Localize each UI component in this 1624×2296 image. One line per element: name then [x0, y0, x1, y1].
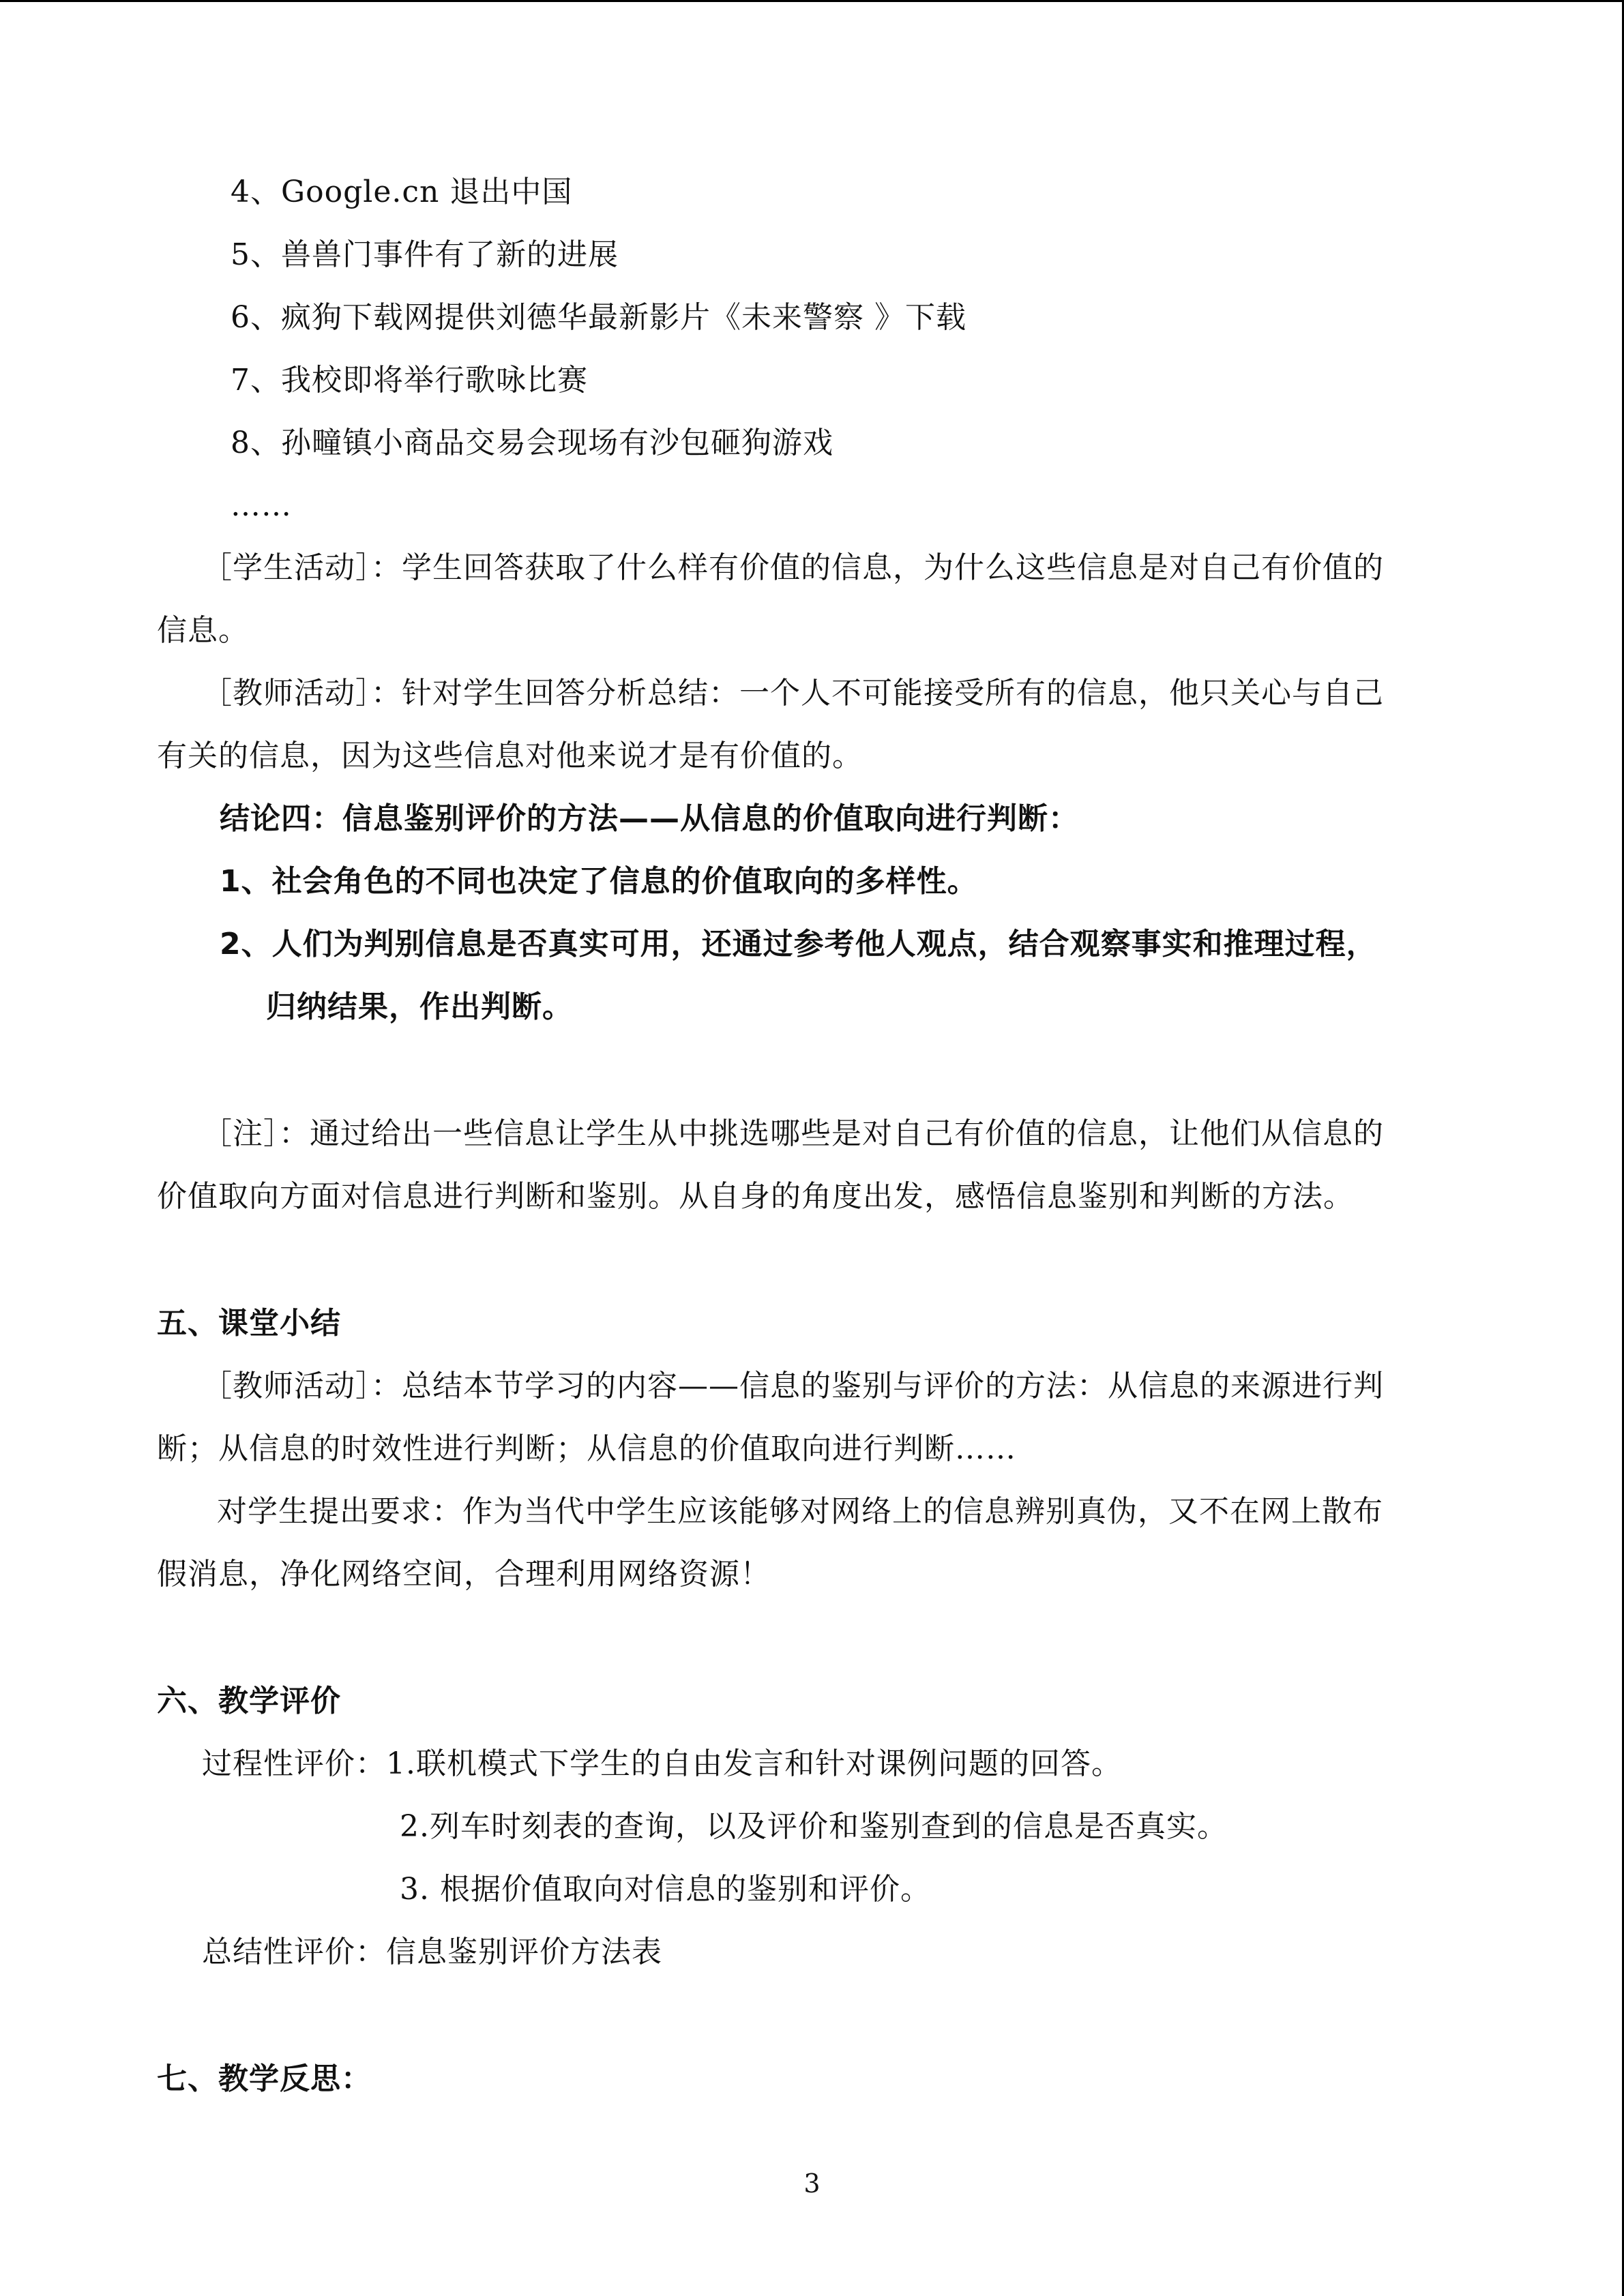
summary-evaluation: 总结性评价：信息鉴别评价方法表 [202, 1935, 662, 1969]
list-ellipsis: …… [231, 488, 292, 523]
section6-heading: 六、教学评价 [157, 1684, 341, 1718]
section5-teacher-line1: ［教师活动］：总结本节学习的内容——信息的鉴别与评价的方法：从信息的来源进行判 [202, 1369, 1384, 1403]
section7-heading: 七、教学反思： [157, 2061, 372, 2096]
conclusion-title: 结论四：信息鉴别评价的方法——从信息的价值取向进行判断： [220, 801, 1079, 836]
process-evaluation-item-2: 2.列车时刻表的查询，以及评价和鉴别查到的信息是否真实。 [400, 1809, 1228, 1844]
process-evaluation-item-3: 3. 根据价值取向对信息的鉴别和评价。 [400, 1872, 931, 1907]
teacher-activity-line1: ［教师活动］：针对学生回答分析总结：一个人不可能接受所有的信息，他只关心与自己 [202, 676, 1384, 711]
section5-requirement-line1: 对学生提出要求：作为当代中学生应该能够对网络上的信息辨别真伪，又不在网上散布 [217, 1494, 1383, 1529]
process-evaluation: 过程性评价：1.联机模式下学生的自由发言和针对课例问题的回答。 [202, 1746, 1122, 1781]
section5-requirement-line2: 假消息，净化网络空间，合理利用网络资源！ [157, 1557, 771, 1592]
section5-heading: 五、课堂小结 [157, 1306, 341, 1341]
list-item-5: 5、兽兽门事件有了新的进展 [231, 237, 619, 272]
conclusion-point-1: 1、社会角色的不同也决定了信息的价值取向的多样性。 [220, 864, 978, 899]
note-line1: ［注］：通过给出一些信息让学生从中挑选哪些是对自己有价值的信息，让他们从信息的 [202, 1116, 1384, 1151]
page-number: 3 [803, 2168, 821, 2198]
teacher-activity-line2: 有关的信息，因为这些信息对他来说才是有价值的。 [157, 739, 863, 773]
list-item-6: 6、疯狗下载网提供刘德华最新影片《未来警察 》下载 [231, 300, 966, 335]
conclusion-point-2-cont: 归纳结果，作出判断。 [266, 989, 573, 1024]
conclusion-point-2: 2、人们为判别信息是否真实可用，还通过参考他人观点，结合观察事实和推理过程， [220, 927, 1377, 961]
list-item-7: 7、我校即将举行歌咏比赛 [231, 363, 588, 398]
section5-teacher-line2: 断；从信息的时效性进行判断；从信息的价值取向进行判断…… [157, 1431, 1016, 1466]
student-activity-line1: ［学生活动］：学生回答获取了什么样有价值的信息，为什么这些信息是对自己有价值的 [202, 550, 1384, 585]
note-line2: 价值取向方面对信息进行判断和鉴别。从自身的角度出发，感悟信息鉴别和判断的方法。 [157, 1179, 1354, 1214]
list-item-4: 4、Google.cn 退出中国 [231, 175, 573, 209]
student-activity-line2: 信息。 [157, 613, 249, 648]
list-item-8: 8、孙疃镇小商品交易会现场有沙包砸狗游戏 [231, 426, 833, 460]
